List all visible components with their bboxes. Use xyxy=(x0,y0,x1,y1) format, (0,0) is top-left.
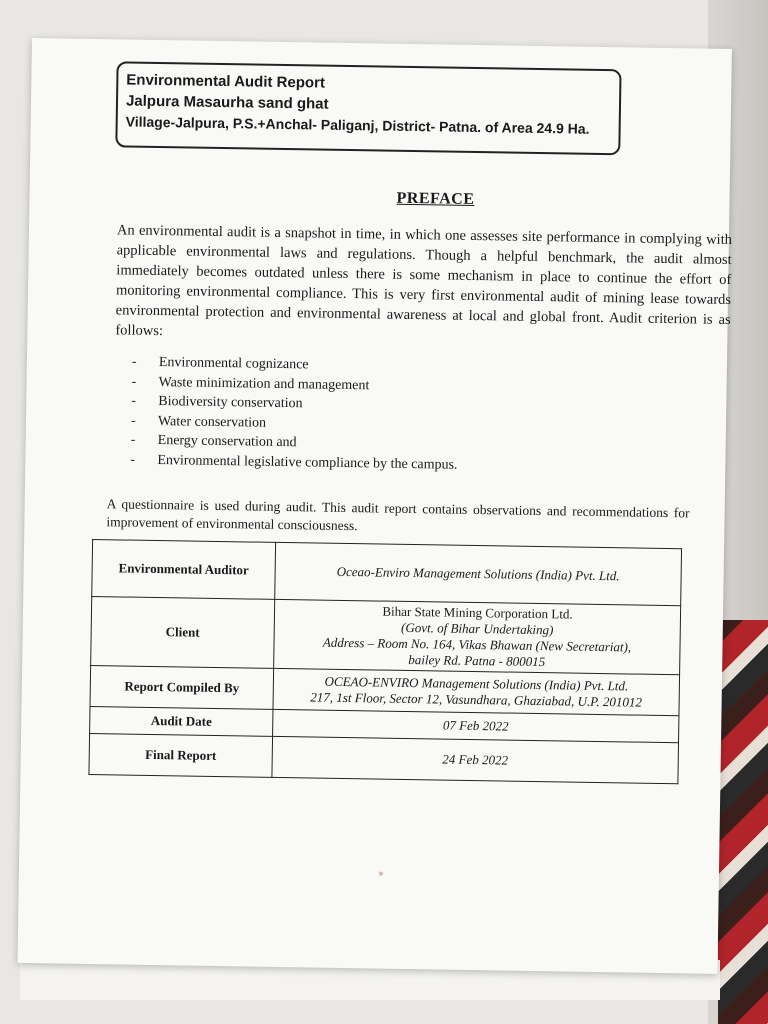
table-row xyxy=(92,540,682,606)
preface-heading: PREFACE xyxy=(396,189,475,208)
client-label: Client xyxy=(91,597,275,669)
table-row xyxy=(89,733,679,783)
list-item: - Waste minimization and management xyxy=(131,372,631,399)
background-rug xyxy=(718,620,768,1024)
list-item: - Biodiversity conservation xyxy=(131,392,631,419)
compiled-by-value xyxy=(273,668,680,715)
client-address-city: bailey Rd. Patna - 800015 xyxy=(408,651,546,670)
list-item: - Environmental cognizance xyxy=(132,353,632,380)
list-item: - Energy conservation and xyxy=(131,431,631,458)
report-site-name: Jalpura Masaurha sand ghat xyxy=(125,92,329,113)
report-location: Village-Jalpura, P.S.+Anchal- Paliganj, District- Patna. of Area 24.9 Ha. xyxy=(125,113,590,137)
document-page xyxy=(17,38,731,974)
list-item: - Water conservation xyxy=(131,411,631,438)
list-item: - Environmental legislative compliance by the campus. xyxy=(130,450,630,477)
preface-heading-wrap xyxy=(29,184,729,213)
audit-details-table xyxy=(88,539,682,784)
client-subtitle: (Govt. of Bihar Undertaking) xyxy=(400,619,554,638)
preface-outro-paragraph: A questionnaire is used during audit. This audit report contains observations and recommendations for improvement of environmental consciousness. xyxy=(106,495,690,533)
auditor-label: Environmental Auditor xyxy=(92,540,276,600)
final-report-label: Final Report xyxy=(89,733,273,777)
compiler-name: OCEAO-ENVIRO Management Solutions (India) Pvt. Ltd. xyxy=(324,673,629,694)
audit-date-label: Audit Date xyxy=(90,706,273,736)
report-header-box xyxy=(115,61,621,155)
audit-criteria-list xyxy=(130,353,632,478)
preface-intro-paragraph: An environmental audit is a snapshot in time, in which one assesses site performance in complying with applicable environmental laws and regulations. Though a helpful benchmark, the audit almost immediately becomes outdated unless there is some mechanism in place to continue the effort of monitoring environmental compliance. This is very first environmental audit of mining lease towards environmental protection and environmental awareness at local and global front. Audit criterion is as follows: xyxy=(115,221,733,339)
table-row xyxy=(91,597,681,675)
report-title: Environmental Audit Report xyxy=(126,71,326,92)
paper-mark xyxy=(379,872,383,876)
client-address: Address – Room No. 164, Vikas Bhawan (New Secretariat), xyxy=(322,634,632,655)
client-value xyxy=(274,599,681,674)
audit-date-value: 07 Feb 2022 xyxy=(273,709,679,742)
auditor-value: Oceao-Enviro Management Solutions (India) Pvt. Ltd. xyxy=(275,542,682,605)
compiled-by-label: Report Compiled By xyxy=(90,665,274,709)
final-report-value: 24 Feb 2022 xyxy=(272,736,679,783)
compiler-address: 217, 1st Floor, Sector 12, Vasundhara, Ghaziabad, U.P. 201012 xyxy=(310,689,643,710)
client-name: Bihar State Mining Corporation Ltd. xyxy=(382,603,573,622)
